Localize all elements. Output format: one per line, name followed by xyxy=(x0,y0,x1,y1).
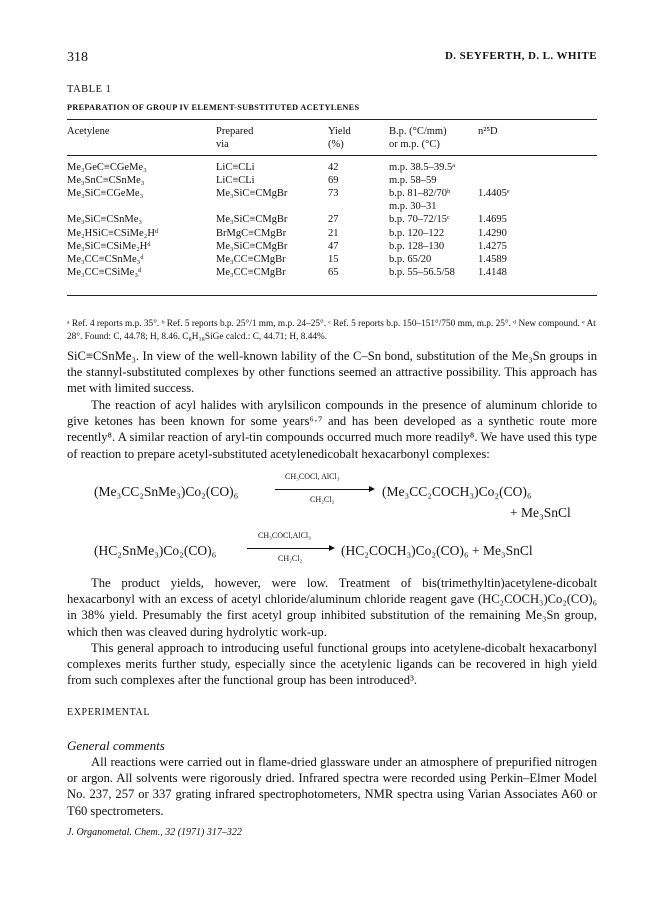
table-cell-via: Me₃CC≡CMgBr xyxy=(216,266,286,278)
table-cell-bp: b.p. 55–56.5/58 xyxy=(389,266,455,278)
running-header xyxy=(67,50,597,70)
table-row xyxy=(67,240,597,253)
table-cell-nd: 1.4695 xyxy=(478,214,507,226)
col-header-prepared: Prepared xyxy=(216,126,254,137)
paragraph-1: SiC≡CSnMe₃. In view of the well-known lability of the C–Sn bond, substitution of the Me₃Sn groups in the stannyl-substituted complexes by other functions seemed an attractive possibility. This approach has met with limited success. xyxy=(67,349,597,396)
col-header-acetylene: Acetylene xyxy=(67,126,110,137)
table-cell-nd: 1.4275 xyxy=(478,240,507,252)
table-cell-yield: 21 xyxy=(328,227,339,239)
table-cell-acetylene: Me₃SnC≡CSnMe₃ xyxy=(67,175,145,187)
table-cell-yield: 42 xyxy=(328,162,339,173)
table-cell-acetylene: Me₃GeC≡CGeMe₃ xyxy=(67,162,147,173)
table-cell-via: Me₃SiC≡CMgBr xyxy=(216,188,288,200)
table-top-rule xyxy=(67,119,597,120)
table-footnote: ᵃ Ref. 4 reports m.p. 35°. ᵇ Ref. 5 reports b.p. 25°/1 mm, m.p. 24–25°. ᶜ Ref. 5 reports b.p. 150–151°/750 mm, m.p. 25°. ᵈ New compound. ᵉ At 28°. Found: C, 44.78; H, 8.46. C₈H₁₈SiGe calcd.: C, 44.71; H, 8.44%. xyxy=(67,319,596,342)
table-cell-via: Me₃SiC≡CMgBr xyxy=(216,240,288,252)
eq2-solvent: CH₂Cl₂ xyxy=(278,554,303,563)
paragraph-5: All reactions were carried out in flame-dried glassware under an atmosphere of prepurified nitrogen or argon. All solvents were rigorously dried. Infrared spectra were recorded using Perkin–Elmer Model No. 237, 257 or 337 grating infrared spectrophotometers, NMR spectra using Varian Associates A60 or T60 spectrometers. xyxy=(67,755,597,818)
table-header-rule xyxy=(67,155,597,156)
table-cell-acetylene: Me₃SiC≡CGeMe₃ xyxy=(67,188,144,200)
subsection-heading: General comments xyxy=(67,738,165,753)
paragraph-4: This general approach to introducing useful functional groups into acetylene-dicobalt hexacarbonyl complexes merits further study, especially since the acetylenic ligands can be recovered in high yield from such complexes after the functional group has been introduced³. xyxy=(67,641,597,688)
table-cell-nd: 1.4290 xyxy=(478,227,507,239)
journal-citation: J. Organometal. Chem., 32 (1971) 317–322 xyxy=(67,827,242,838)
table-cell-yield: 65 xyxy=(328,266,339,278)
table-row xyxy=(67,266,597,279)
col-header-bp: B.p. (°C/mm) xyxy=(389,126,447,137)
table-cell-bp: b.p. 128–130 xyxy=(389,240,445,252)
table-cell-nd: 1.4148 xyxy=(478,266,507,278)
eq2-products: (HC₂COCH₃)Co₂(CO)₆ + Me₃SnCl xyxy=(341,543,533,558)
table-cell-nd: 1.4589 xyxy=(478,253,507,265)
table-cell-acetylene: Me₂HSiC≡CSiMe₂Hᵈ xyxy=(67,227,159,239)
eq1-byproduct: + Me₃SnCl xyxy=(510,505,571,520)
table-cell-bp: m.p. 38.5–39.5ᵃ xyxy=(389,162,456,173)
eq2-reactant: (HC₂SnMe₃)Co₂(CO)₆ xyxy=(94,543,217,558)
eq1-arrow xyxy=(275,489,373,490)
table-cell-via: LiC≡CLi xyxy=(216,162,255,173)
table-cell-yield: 73 xyxy=(328,188,339,200)
table-cell-acetylene: Me₃SiC≡CSiMe₂Hᵈ xyxy=(67,240,151,252)
table-row xyxy=(67,200,597,213)
table-cell-acetylene: Me₃CC≡CSnMe₃ᵈ xyxy=(67,253,144,265)
col-header-mp: or m.p. (°C) xyxy=(389,139,440,150)
table-cell-yield: 27 xyxy=(328,214,339,226)
table-cell-yield: 15 xyxy=(328,253,339,265)
table-label: TABLE 1 xyxy=(67,84,112,95)
section-heading-experimental: EXPERIMENTAL xyxy=(67,707,151,718)
table-cell-acetylene: Me₃SiC≡CSnMe₃ xyxy=(67,214,143,226)
col-header-refractive-index: n²⁵D xyxy=(478,126,498,137)
table-cell-via: LiC≡CLi xyxy=(216,175,255,187)
eq2-reagent: CH₃COCl,AlCl₃ xyxy=(258,531,311,540)
table-row xyxy=(67,213,597,226)
table-cell-bp: b.p. 81–82/70ᵇ xyxy=(389,188,451,200)
eq1-arrowhead xyxy=(369,486,375,492)
eq2-arrowhead xyxy=(329,545,335,551)
table-cell-bp: b.p. 120–122 xyxy=(389,227,445,239)
running-authors: D. SEYFERTH, D. L. WHITE xyxy=(444,50,597,62)
table-row xyxy=(67,161,597,174)
table-cell-bp: b.p. 70–72/15ᶜ xyxy=(389,214,450,226)
table-cell-via: Me₃CC≡CMgBr xyxy=(216,253,286,265)
table-cell-nd: 1.4405ᵉ xyxy=(478,188,510,200)
table-cell-via: BrMgC≡CMgBr xyxy=(216,227,287,239)
eq1-reactant: (Me₃CC₂SnMe₃)Co₂(CO)₆ xyxy=(94,484,239,499)
col-header-via: via xyxy=(216,139,229,150)
eq1-solvent: CH₂Cl₂ xyxy=(310,495,335,504)
table-caption: PREPARATION OF GROUP IV ELEMENT-SUBSTITUTED ACETYLENES xyxy=(67,103,360,112)
eq2-arrow xyxy=(247,548,333,549)
table-cell-acetylene: Me₃CC≡CSiMe₃ᵈ xyxy=(67,266,142,278)
paragraph-2: The reaction of acyl halides with arylsilicon compounds in the presence of aluminum chloride to give ketones has been known for some years⁶·⁷ and has been developed as a synthetic route more recently⁸. A similar reaction of aryl-tin compounds occurred much more readily⁸. We have used this type of reaction to prepare acetyl-substituted acetylenedicobalt hexacarbonyl complexes: xyxy=(67,398,597,461)
table-row xyxy=(67,253,597,266)
page-number: 318 xyxy=(67,50,88,65)
table-cell-via: Me₃SiC≡CMgBr xyxy=(216,214,288,226)
table-bottom-rule xyxy=(67,295,597,296)
col-header-yield-unit: (%) xyxy=(328,139,344,150)
table-cell-yield: 47 xyxy=(328,240,339,252)
table-cell-bp: b.p. 65/20 xyxy=(389,253,432,265)
eq1-product: (Me₃CC₂COCH₃)Co₂(CO)₆ xyxy=(382,484,532,499)
table-row xyxy=(67,174,597,187)
eq1-reagent: CH₃COCl, AlCl₃ xyxy=(285,472,340,481)
col-header-yield: Yield xyxy=(328,126,351,137)
table-row xyxy=(67,227,597,240)
table-cell-yield: 69 xyxy=(328,175,339,187)
table-row xyxy=(67,187,597,200)
paragraph-3: The product yields, however, were low. Treatment of bis(trimethyltin)acetylene-dicobalt hexacarbonyl with an excess of acetyl chloride/aluminum chloride reagent gave (HC₂COCH₃)Co₂(CO)₆ in 38% yield. Presumably the first acetyl group inhibited substitution of the remaining Me₃Sn group, which then was cleaved during hydrolytic work-up. xyxy=(67,576,597,639)
table-cell-bp: m.p. 58–59 xyxy=(389,175,437,187)
table-cell-bp: m.p. 30–31 xyxy=(389,201,437,213)
